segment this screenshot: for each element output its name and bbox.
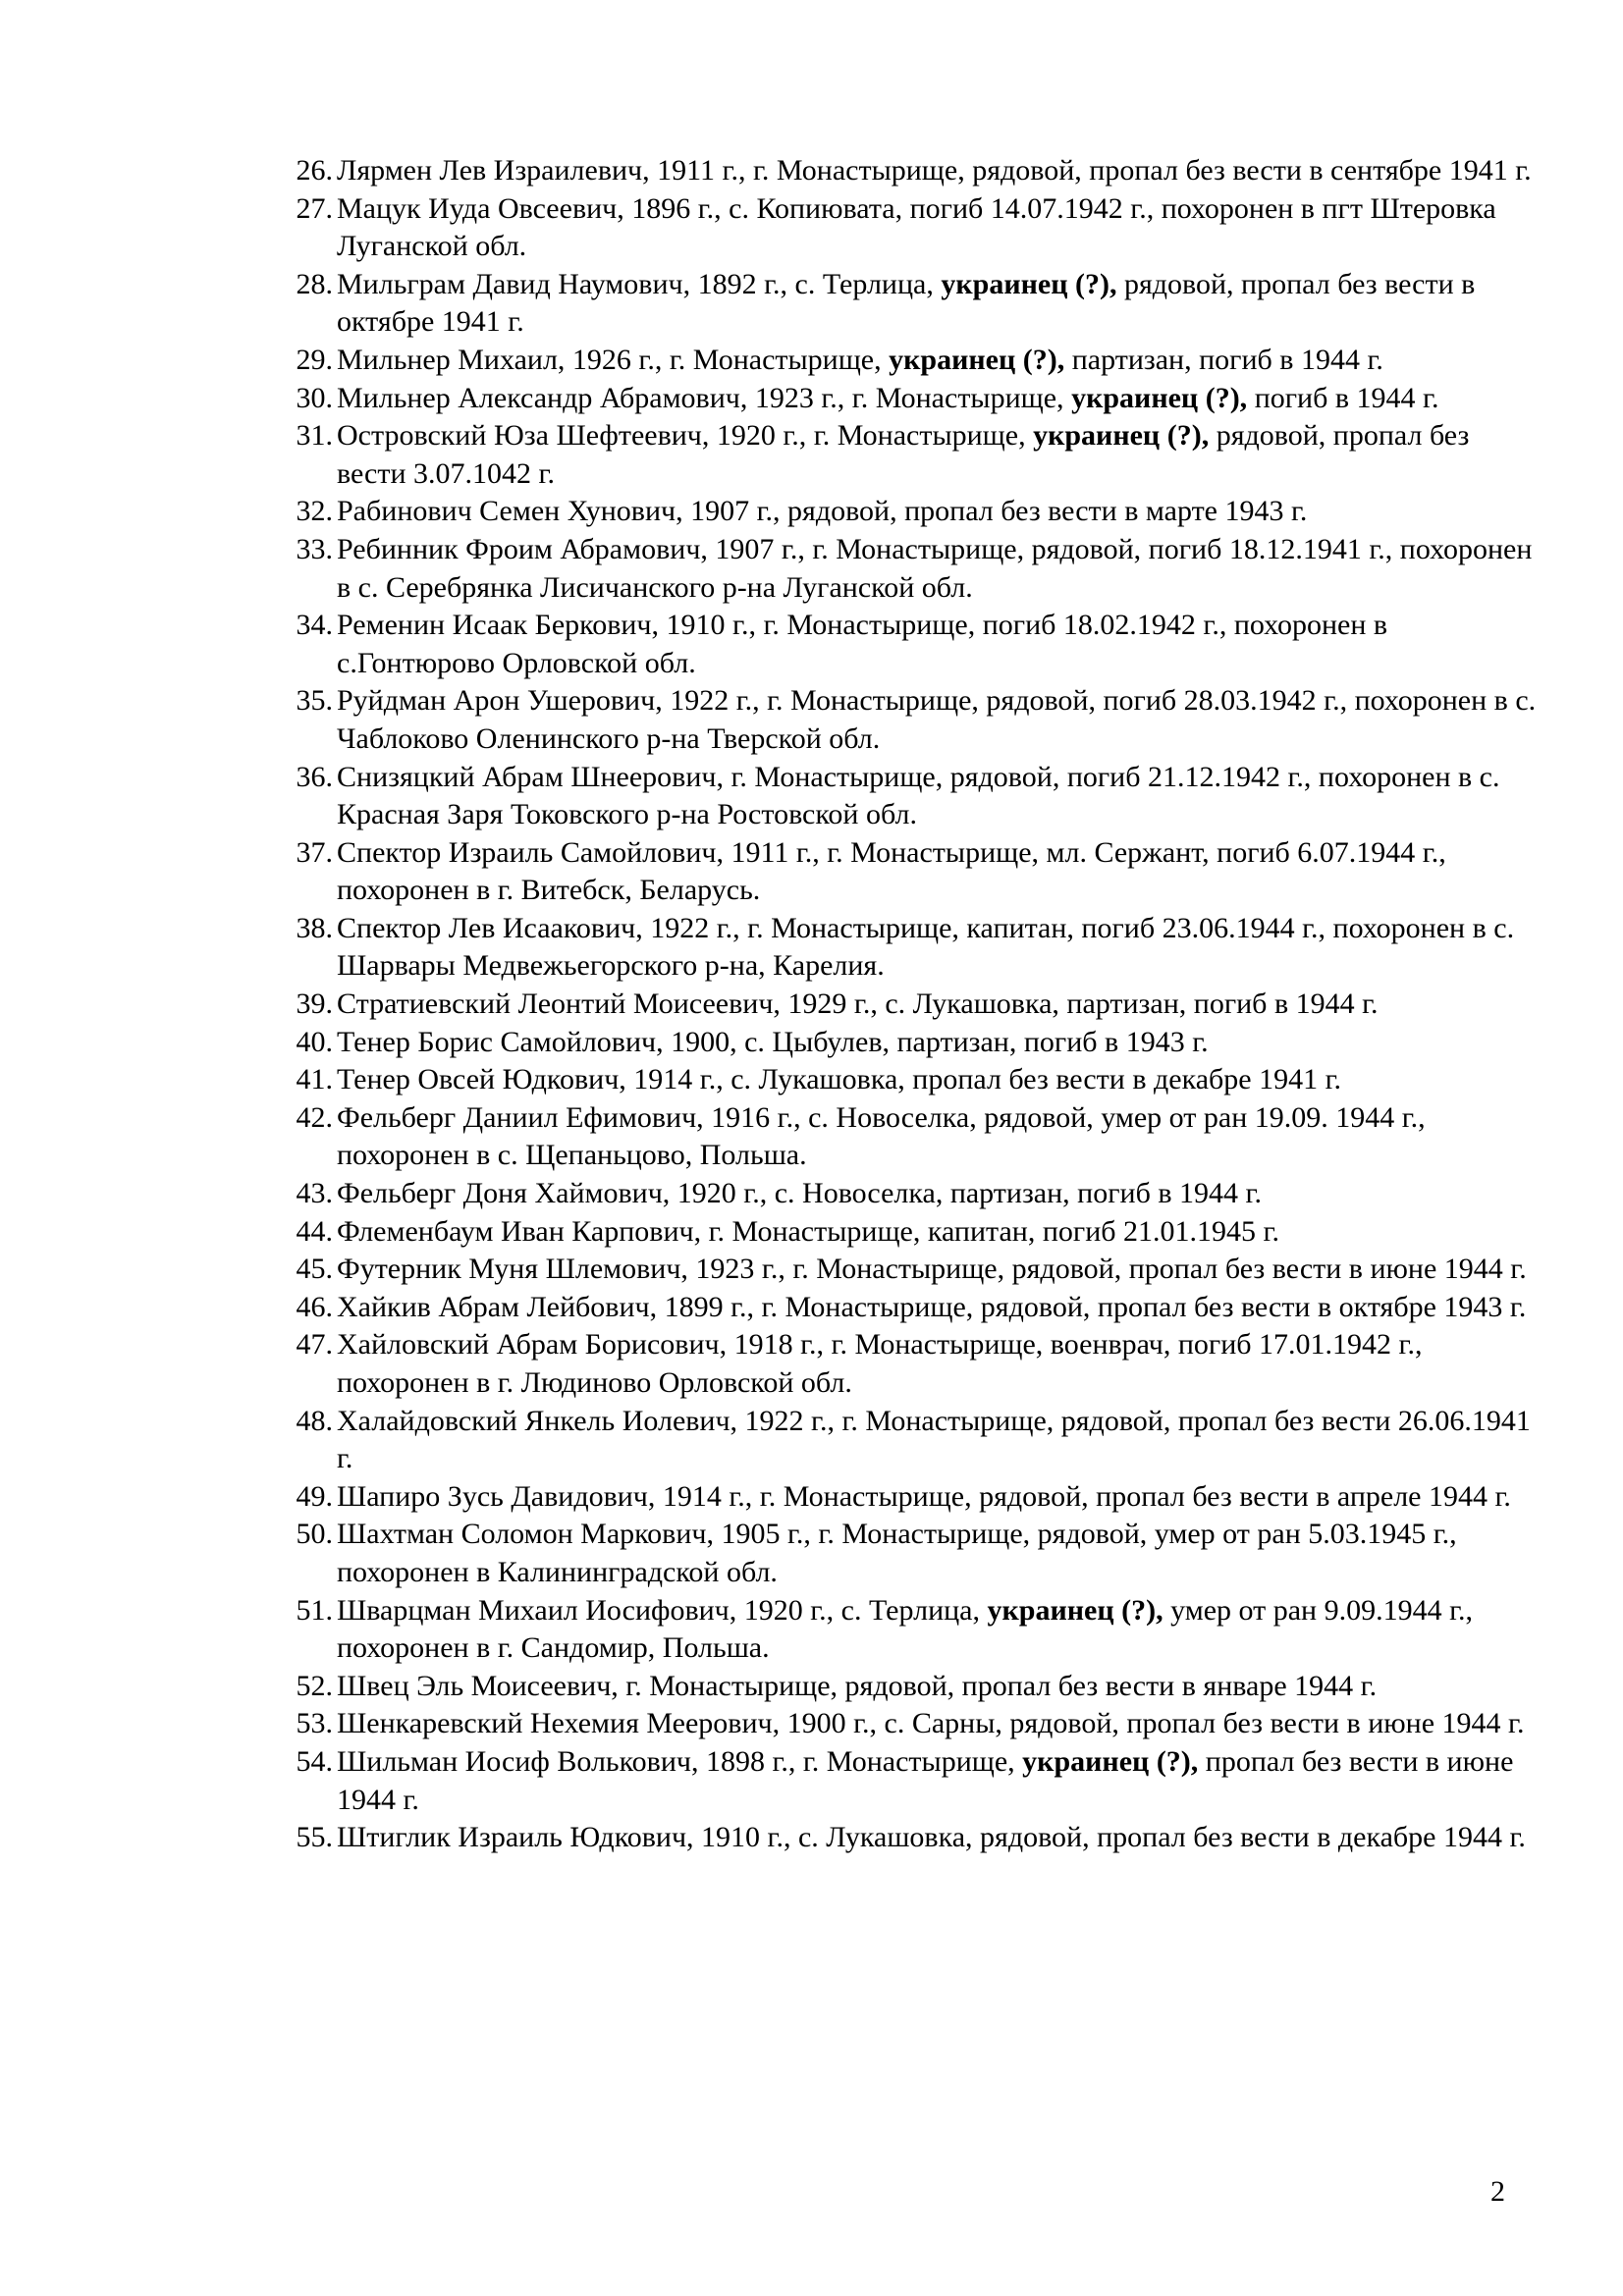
entry-text-segment: Фельберг Даниил Ефимович, 1916 г., с. Новоселка, рядовой, умер от ран 19.09. 1944 г., похоронен в с. Щепаньцово, Польша.: [337, 1100, 1426, 1172]
list-item-number: 42.: [296, 1100, 333, 1134]
list-item-number: 49.: [296, 1479, 333, 1513]
list-item: [280, 1024, 1537, 1062]
list-item-number: 26.: [296, 154, 333, 187]
entry-text-segment: Тенер Овсей Юдкович, 1914 г., с. Лукашовка, пропал без вести в декабре 1941 г.: [337, 1063, 1342, 1096]
list-item-number: 44.: [296, 1214, 333, 1248]
list-item-text: [337, 1516, 1537, 1591]
entry-text-segment: Стратиевский Леонтий Моисеевич, 1929 г., с. Лукашовка, партизан, погиб в 1944 г.: [337, 988, 1379, 1021]
list-item-text: [337, 1213, 1537, 1252]
nationality-note: украинец (?),: [1033, 419, 1210, 453]
list-item-text: [337, 493, 1537, 531]
entry-text-segment: Фельберг Доня Хаймович, 1920 г., с. Новоселка, партизан, погиб в 1944 г.: [337, 1177, 1262, 1210]
entry-text-segment: рядовой, пропал без вести в октябре 1941 г.: [337, 267, 1476, 339]
list-item-number: 54.: [296, 1744, 333, 1778]
list-item-number: 36.: [296, 760, 333, 793]
list-item: [280, 1175, 1537, 1213]
list-item: [280, 1099, 1537, 1175]
list-item-number: 35.: [296, 684, 333, 718]
list-item-number: 31.: [296, 419, 333, 453]
list-item-text: [337, 1403, 1537, 1478]
entry-text-segment: Шварцман Михаил Иосифович, 1920 г., с. Терлица,: [337, 1593, 988, 1627]
list-item: [280, 266, 1537, 342]
entry-text-segment: погиб в 1944 г.: [1247, 381, 1439, 414]
entry-text-segment: Спектор Лев Исаакович, 1922 г., г. Монастырище, капитан, погиб 23.06.1944 г., похоронен в с. Шарвары Медвежьегорского р-на, Карелия.: [337, 911, 1515, 983]
list-item-text: [337, 1251, 1537, 1289]
list-item-text: [337, 759, 1537, 834]
list-item-number: 41.: [296, 1063, 333, 1096]
list-item-number: 40.: [296, 1025, 333, 1058]
list-item: [280, 759, 1537, 834]
entry-text-segment: Шенкаревский Нехемия Меерович, 1900 г., с. Сарны, рядовой, пропал без вести в июне 1944 г.: [337, 1707, 1525, 1740]
entry-text-segment: Шахтман Соломон Маркович, 1905 г., г. Монастырище, рядовой, умер от ран 5.03.1945 г., похоронен в Калининградской обл.: [337, 1518, 1457, 1588]
entry-text-segment: Мильграм Давид Наумович, 1892 г., с. Терлица,: [337, 267, 942, 300]
list-item-number: 27.: [296, 191, 333, 225]
list-item-number: 43.: [296, 1177, 333, 1210]
nationality-note: украинец (?),: [1071, 381, 1248, 414]
entry-text-segment: Мильнер Александр Абрамович, 1923 г., г. Монастырище,: [337, 381, 1072, 414]
list-item: [280, 682, 1537, 758]
list-item: [280, 1403, 1537, 1478]
list-item-number: 47.: [296, 1328, 333, 1362]
list-item: [280, 1819, 1537, 1857]
list-item-text: [337, 152, 1537, 190]
entry-text-segment: Рабинович Семен Хунович, 1907 г., рядовой, пропал без вести в марте 1943 г.: [337, 495, 1308, 528]
list-item: [280, 910, 1537, 986]
entry-text-segment: партизан, погиб в 1944 г.: [1064, 343, 1383, 376]
list-item: [280, 190, 1537, 266]
list-item-number: 46.: [296, 1290, 333, 1323]
list-item-number: 38.: [296, 911, 333, 944]
list-item-text: [337, 1592, 1537, 1668]
list-item-number: 51.: [296, 1593, 333, 1627]
entry-text-segment: Островский Юза Шефтеевич, 1920 г., г. Монастырище,: [337, 419, 1034, 453]
list-item: [280, 607, 1537, 682]
entry-text-segment: Швец Эль Моисеевич, г. Монастырище, рядовой, пропал без вести в январе 1944 г.: [337, 1669, 1378, 1702]
list-item: [280, 417, 1537, 493]
list-item-number: 45.: [296, 1253, 333, 1286]
list-item: [280, 1743, 1537, 1819]
casualty-list: [280, 152, 1537, 1857]
entry-text-segment: Ребинник Фроим Абрамович, 1907 г., г. Монастырище, рядовой, погиб 18.12.1941 г., похоронен в с. Серебрянка Лисичанского р-на Луганской обл.: [337, 532, 1533, 604]
nationality-note: украинец (?),: [1022, 1744, 1199, 1778]
entry-text-segment: Ременин Исаак Беркович, 1910 г., г. Монастырище, погиб 18.02.1942 г., похоронен в с.Гонтюрово Орловской обл.: [337, 609, 1388, 679]
nationality-note: украинец (?),: [941, 267, 1117, 300]
list-item-text: [337, 1175, 1537, 1213]
entry-text-segment: Флеменбаум Иван Карпович, г. Монастырище, капитан, погиб 21.01.1945 г.: [337, 1214, 1279, 1248]
list-item-text: [337, 1668, 1537, 1706]
list-item-text: [337, 1705, 1537, 1743]
list-item: [280, 1592, 1537, 1668]
list-item-text: [337, 1326, 1537, 1402]
entry-text-segment: пропал без вести в июне 1944 г.: [337, 1744, 1514, 1816]
entry-text-segment: умер от ран 9.09.1944 г., похоронен в г. Сандомир, Польша.: [337, 1593, 1474, 1665]
entry-text-segment: Спектор Израиль Самойлович, 1911 г., г. Монастырище, мл. Сержант, погиб 6.07.1944 г., похоронен в г. Витебск, Беларусь.: [337, 835, 1446, 907]
list-item-text: [337, 1099, 1537, 1175]
entry-text-segment: Халайдовский Янкель Иолевич, 1922 г., г. Монастырище, рядовой, пропал без вести 26.06.1941 г.: [337, 1404, 1531, 1475]
list-item-number: 48.: [296, 1404, 333, 1437]
entry-text-segment: Хайловский Абрам Борисович, 1918 г., г. Монастырище, военврач, погиб 17.01.1942 г., похоронен в г. Людиново Орловской обл.: [337, 1328, 1423, 1399]
nationality-note: украинец (?),: [889, 343, 1065, 376]
list-item: [280, 1251, 1537, 1289]
list-item-text: [337, 266, 1537, 342]
list-item-number: 28.: [296, 267, 333, 300]
list-item-number: 52.: [296, 1669, 333, 1702]
list-item: [280, 1705, 1537, 1743]
list-item-text: [337, 531, 1537, 607]
list-item-number: 39.: [296, 988, 333, 1021]
list-item-number: 53.: [296, 1707, 333, 1740]
list-item-number: 29.: [296, 343, 333, 376]
entry-text-segment: Шильман Иосиф Волькович, 1898 г., г. Монастырище,: [337, 1744, 1023, 1778]
entry-text-segment: Лярмен Лев Израилевич, 1911 г., г. Монастырище, рядовой, пропал без вести в сентябре 1941 г.: [337, 154, 1532, 187]
list-item-text: [337, 682, 1537, 758]
nationality-note: украинец (?),: [987, 1593, 1163, 1627]
entry-text-segment: Шапиро Зусь Давидович, 1914 г., г. Монастырище, рядовой, пропал без вести в апреле 1944 г.: [337, 1479, 1511, 1513]
list-item: [280, 1668, 1537, 1706]
list-item: [280, 342, 1537, 380]
entry-text-segment: рядовой, пропал без вести 3.07.1042 г.: [337, 419, 1470, 490]
entry-text-segment: Штиглик Израиль Юдкович, 1910 г., с. Лукашовка, рядовой, пропал без вести в декабре 1944 г.: [337, 1821, 1526, 1854]
list-item: [280, 1213, 1537, 1252]
list-item-text: [337, 342, 1537, 380]
list-item-text: [337, 1289, 1537, 1327]
entry-text-segment: Руйдман Арон Ушерович, 1922 г., г. Монастырище, рядовой, погиб 28.03.1942 г., похоронен в с. Чаблоково Оленинского р-на Тверской обл.: [337, 684, 1537, 755]
list-item: [280, 1478, 1537, 1517]
list-item-text: [337, 834, 1537, 910]
entry-text-segment: Тенер Борис Самойлович, 1900, с. Цыбулев, партизан, погиб в 1943 г.: [337, 1025, 1209, 1058]
list-item-text: [337, 380, 1537, 418]
list-item-number: 37.: [296, 835, 333, 869]
list-item-number: 30.: [296, 381, 333, 414]
list-item: [280, 834, 1537, 910]
list-item-text: [337, 986, 1537, 1024]
list-item-number: 50.: [296, 1518, 333, 1551]
list-item-text: [337, 910, 1537, 986]
list-item-number: 55.: [296, 1821, 333, 1854]
list-item: [280, 493, 1537, 531]
list-item-text: [337, 1743, 1537, 1819]
list-item-text: [337, 607, 1537, 682]
list-item: [280, 152, 1537, 190]
list-item-number: 33.: [296, 532, 333, 565]
entry-text-segment: Мильнер Михаил, 1926 г., г. Монастырище,: [337, 343, 890, 376]
list-item-text: [337, 1024, 1537, 1062]
list-item-text: [337, 1478, 1537, 1517]
entry-text-segment: Футерник Муня Шлемович, 1923 г., г. Монастырище, рядовой, пропал без вести в июне 1944 г.: [337, 1253, 1527, 1286]
list-item: [280, 1516, 1537, 1591]
list-item: [280, 531, 1537, 607]
entry-text-segment: Снизяцкий Абрам Шнеерович, г. Монастырище, рядовой, погиб 21.12.1942 г., похоронен в с. Красная Заря Токовского р-на Ростовской обл.: [337, 760, 1500, 831]
list-item-number: 32.: [296, 495, 333, 528]
page-number: 2: [1490, 2175, 1505, 2208]
list-item-text: [337, 1061, 1537, 1099]
list-item: [280, 380, 1537, 418]
list-item-number: 34.: [296, 609, 333, 642]
list-item: [280, 986, 1537, 1024]
list-item-text: [337, 1819, 1537, 1857]
list-item-text: [337, 190, 1537, 266]
list-item: [280, 1061, 1537, 1099]
list-item-text: [337, 417, 1537, 493]
list-item: [280, 1289, 1537, 1327]
list-item: [280, 1326, 1537, 1402]
entry-text-segment: Мацук Иуда Овсеевич, 1896 г., с. Копиювата, погиб 14.07.1942 г., похоронен в пгт Штеровка Луганской обл.: [337, 191, 1496, 263]
entry-text-segment: Хайкив Абрам Лейбович, 1899 г., г. Монастырище, рядовой, пропал без вести в октябре 1943 г.: [337, 1290, 1527, 1323]
